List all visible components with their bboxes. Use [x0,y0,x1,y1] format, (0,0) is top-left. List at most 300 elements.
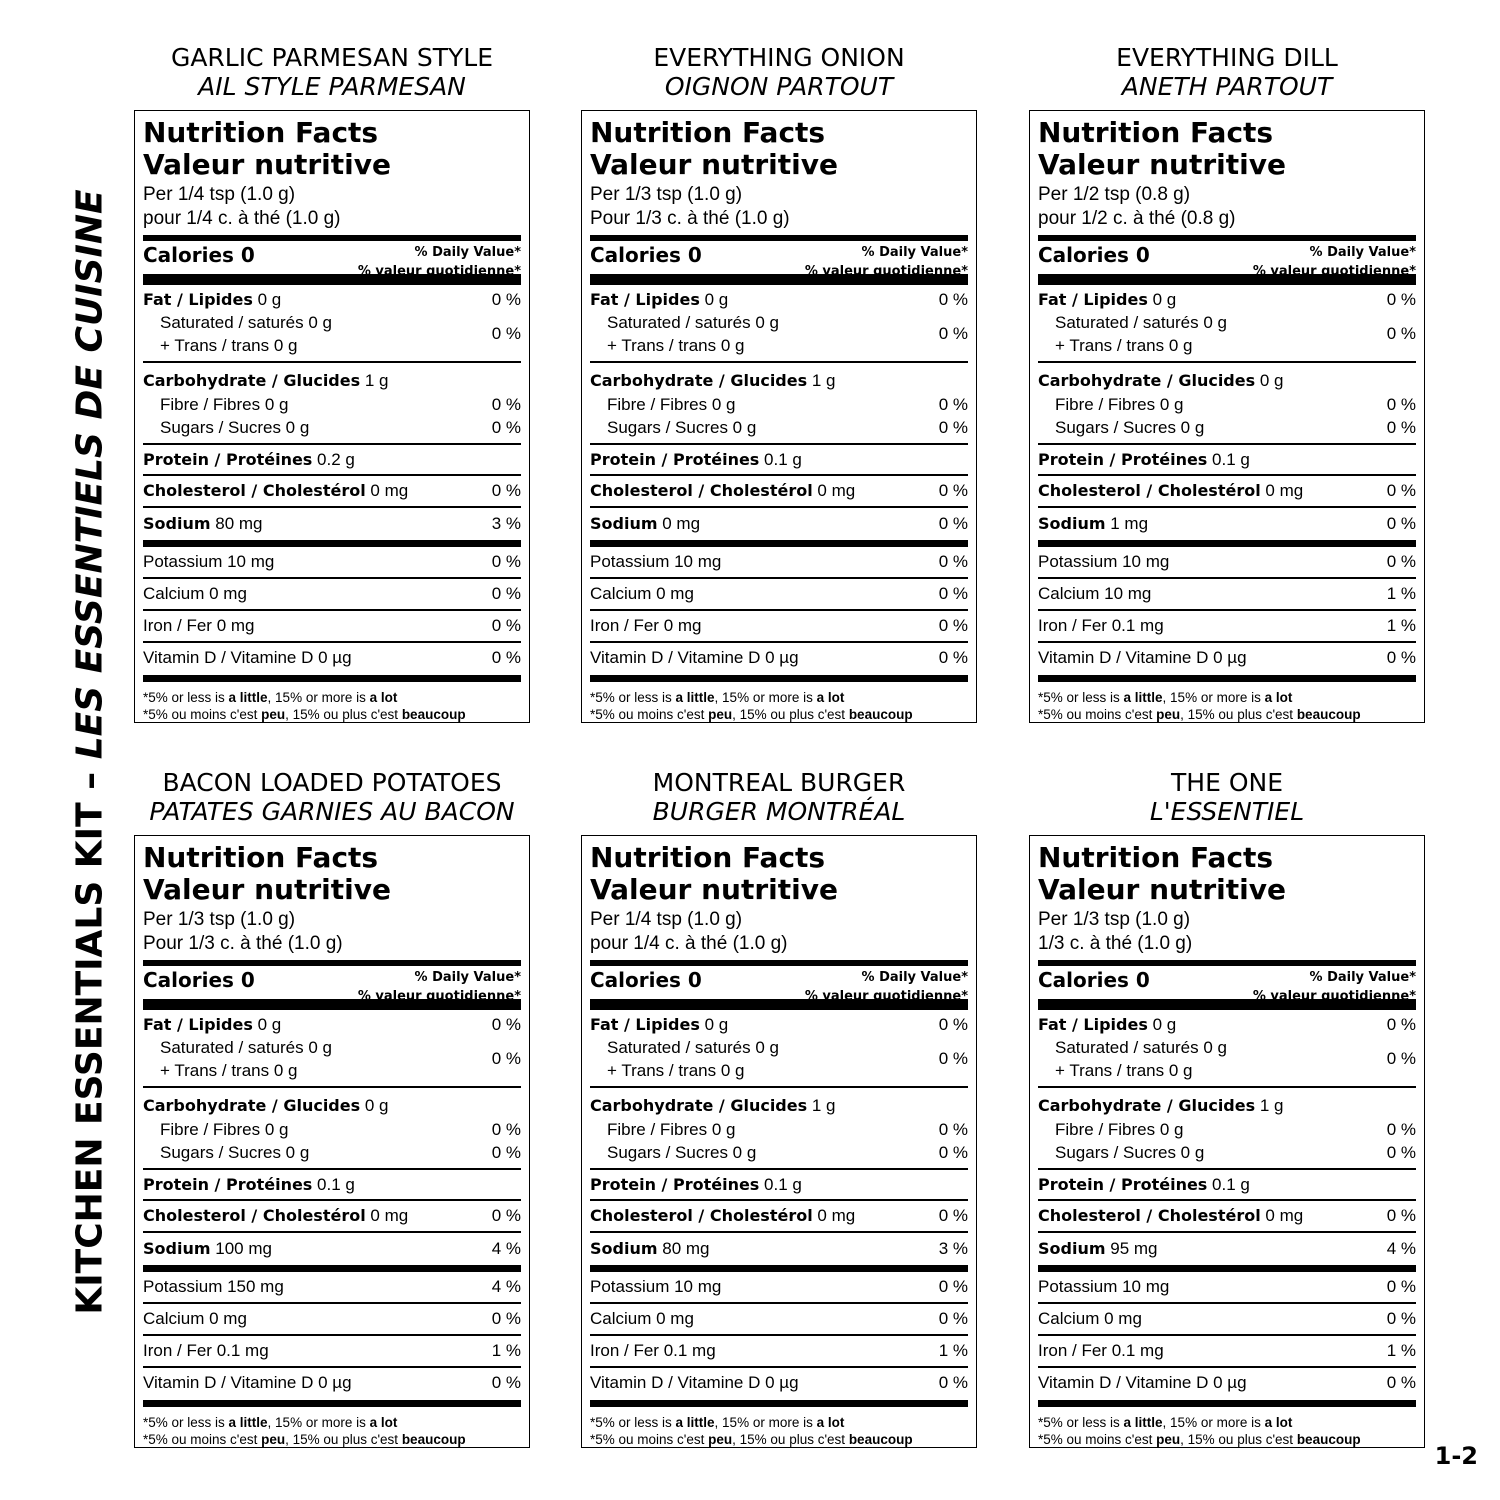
product-name-en: BACON LOADED POTATOES [162,768,502,797]
nutrient-dv: 0 % [938,324,968,343]
nutrient-dv: 0 % [1386,1309,1416,1328]
nutrient-dv: 0 % [1386,648,1416,667]
nutrient-amount: 0.1 mg [1106,616,1164,635]
nutrient-label: Carbohydrate / Glucides [143,1096,361,1115]
nutrient-label: Fat / Lipides [590,289,700,309]
product-name-fr: AIL STYLE PARMESAN [198,72,466,101]
nutrient-dv: 0 % [1386,514,1416,533]
fibre-row [143,1118,521,1141]
nutrient-dv: 0 % [938,584,968,603]
daily-value-en: % Daily Value* [1309,245,1416,260]
nutrient-amount: 80 mg [657,1239,710,1258]
nutrient-dv: 0 % [491,1049,521,1068]
product-name-en: THE ONE [1171,768,1283,797]
nutrient-label: Fat / Lipides [143,289,253,309]
nutrient-dv: 0 % [491,584,521,603]
fat-row [590,288,968,311]
nutrient-label: Protein / Protéines [143,1174,313,1194]
nutrient-label: Vitamin D / Vitamine D [590,1373,761,1392]
nutrient-label: Fibre / Fibres [1055,394,1156,414]
nutrient-dv: 0 % [938,648,968,667]
iron-row [590,611,968,641]
sugars-row [590,1141,968,1164]
nutrient-label: Sodium [1038,1239,1106,1258]
sodium-row [590,1233,968,1265]
calcium-row [143,579,521,609]
nutrient-dv: 0 % [1386,1049,1416,1068]
footnote-en: *5% or less is a little, 15% or more is a lot [590,690,845,705]
nutrient-amount: 0 g [360,1096,389,1115]
product-title [581,768,977,826]
nutrient-label: Potassium [1038,552,1118,571]
nutrient-amount: 0 g [699,289,729,309]
nutrient-amount: 0.1 g [312,1174,355,1194]
product-panel-3 [1029,43,1425,723]
cholesterol-row [143,476,521,506]
nutrient-amount: 0 mg [1099,1309,1142,1328]
cholesterol-row [1038,1201,1416,1231]
nutrient-dv: 0 % [1386,324,1416,343]
nutrient-dv: 0 % [938,1206,968,1225]
fibre-row [1038,1118,1416,1141]
cholesterol-row [590,476,968,506]
product-name-fr: OIGNON PARTOUT [664,72,894,101]
divider [590,1265,968,1272]
calories-row [1038,241,1416,279]
divider [590,1400,968,1407]
nutrition-facts-heading: Nutrition Facts [590,116,826,149]
fat-row [143,288,521,311]
nutrient-label: Saturated / saturés [607,1038,751,1057]
nutrient-label: Fat / Lipides [143,1014,253,1034]
nutrient-label: Cholesterol / Cholestérol [143,1206,366,1225]
carbohydrate-row [590,1094,968,1118]
nutrition-facts-table [134,835,530,1448]
sodium-row [1038,1233,1416,1265]
nutrient-label: Carbohydrate / Glucides [590,1096,808,1115]
nutrient-amount: 10 mg [669,1277,722,1296]
nutrient-amount: 10 mg [1099,584,1152,603]
nutrient-label: Fibre / Fibres [160,394,261,414]
fat-row [590,1013,968,1036]
footnote [143,1414,521,1448]
nutrition-facts-table [581,835,977,1448]
sodium-row [143,1233,521,1265]
nutrient-amount: 0 g [1198,1038,1227,1057]
nutrient-label: Fat / Lipides [1038,1014,1148,1034]
nutrient-label: + Trans / trans [1055,1061,1165,1080]
nutrient-label: Vitamin D / Vitamine D [1038,1373,1209,1392]
protein-row [143,1170,521,1199]
nutrient-label: Potassium [143,552,223,571]
nutrient-label: Sugars / Sucres [160,1142,281,1162]
divider [143,1086,521,1088]
nutrient-label: Protein / Protéines [590,449,760,469]
nutrition-facts-heading: Nutrition Facts [143,116,379,149]
daily-value-en: % Daily Value* [861,970,968,985]
nutrient-amount: 0 mg [657,514,701,533]
nutrient-label: Fat / Lipides [590,1014,700,1034]
nutrient-amount: 0 µg [313,1373,352,1392]
nutrient-dv: 1 % [1386,616,1416,635]
footnote-en: *5% or less is a little, 15% or more is a lot [143,690,398,705]
nutrient-dv: 0 % [1386,289,1416,309]
nutrient-dv: 0 % [491,1206,521,1225]
nutrient-label: Fibre / Fibres [607,394,708,414]
potassium-row [143,1272,521,1302]
nutrient-dv: 0 % [938,1277,968,1296]
nutrient-label: Cholesterol / Cholestérol [143,481,366,500]
iron-row [1038,611,1416,641]
nutrition-facts-table [1029,835,1425,1448]
divider [1038,1265,1416,1272]
vitamin-d-row [143,643,521,673]
valeur-nutritive-heading: Valeur nutritive [590,148,838,181]
sugars-row [1038,1141,1416,1164]
nutrient-dv: 1 % [938,1341,968,1360]
carbohydrate-row [1038,369,1416,393]
nutrient-label: + Trans / trans [160,1061,270,1080]
cholesterol-row [590,1201,968,1231]
calories-row [1038,966,1416,1004]
saturated-trans-row [590,1036,968,1082]
nutrient-label: Saturated / saturés [160,313,304,332]
kit-title-fr: LES ESSENTIELS DE CUISINE [69,189,111,760]
sodium-row [143,508,521,540]
footnote-en: *5% or less is a little, 15% or more is a lot [1038,690,1293,705]
serving-size-fr: pour 1/2 c. à thé (0.8 g) [1038,208,1236,229]
nutrient-amount: 0 g [269,1061,298,1080]
nutrient-label: Calcium [143,1309,205,1328]
nutrient-amount: 0.1 mg [211,1341,269,1360]
divider [1038,540,1416,547]
nutrient-dv: 0 % [1386,552,1416,571]
nutrient-amount: 0 mg [204,584,247,603]
product-panel-2 [581,43,977,723]
page-number: 1-2 [1434,1442,1478,1470]
footnote-fr: *5% ou moins c'est peu, 15% ou plus c'est beaucoup [143,1432,466,1447]
nutrient-amount: 0 mg [651,1309,694,1328]
nutrient-amount: 0 g [252,289,282,309]
carbohydrate-row [143,1094,521,1118]
sodium-row [1038,508,1416,540]
nutrient-label: Potassium [590,552,670,571]
calories-value: Calories 0 [1038,243,1150,267]
nutrition-facts-table [1029,110,1425,723]
footnote-fr: *5% ou moins c'est peu, 15% ou plus c'est beaucoup [590,707,913,722]
nutrient-dv: 0 % [938,1119,968,1139]
product-name-en: MONTREAL BURGER [652,768,906,797]
nutrient-dv: 0 % [491,1373,521,1392]
nutrient-dv: 1 % [491,1341,521,1360]
vitamin-d-row [590,1368,968,1398]
nutrient-amount: 0 µg [1208,648,1247,667]
protein-row [1038,1170,1416,1199]
divider [590,540,968,547]
valeur-nutritive-heading: Valeur nutritive [143,148,391,181]
iron-row [143,611,521,641]
sugars-row [143,416,521,439]
nutrient-label: Iron / Fer [590,1341,659,1360]
nutrient-dv: 0 % [491,1142,521,1162]
nutrient-label: Iron / Fer [143,616,212,635]
nutrient-label: Potassium [143,1277,223,1296]
serving-size-fr: pour 1/4 c. à thé (1.0 g) [590,933,788,954]
kit-title-en: KITCHEN ESSENTIALS KIT – [69,759,111,1315]
nutrient-amount: 0 mg [365,481,409,500]
saturated-trans-row [143,1036,521,1082]
nutrient-dv: 0 % [1386,1142,1416,1162]
nutrient-amount: 0 g [1164,1061,1193,1080]
nutrient-dv: 0 % [491,616,521,635]
nutrient-amount: 0 g [750,313,779,332]
nutrient-dv: 0 % [1386,1014,1416,1034]
vitamin-d-row [1038,643,1416,673]
calcium-row [1038,1304,1416,1334]
nutrient-dv: 0 % [938,1014,968,1034]
nutrient-label: Sugars / Sucres [1055,417,1176,437]
divider [143,361,521,363]
daily-value-header [805,243,968,281]
nutrient-amount: 0 g [1175,417,1205,437]
valeur-nutritive-heading: Valeur nutritive [1038,873,1286,906]
nutrient-label: Protein / Protéines [1038,1174,1208,1194]
footnote [590,689,968,723]
nutrient-dv: 0 % [938,1142,968,1162]
daily-value-en: % Daily Value* [414,245,521,260]
sodium-row [590,508,968,540]
nutrient-amount: 150 mg [222,1277,284,1296]
serving-size [590,908,968,956]
nutrient-label: Vitamin D / Vitamine D [143,1373,314,1392]
nutrient-label: Potassium [590,1277,670,1296]
protein-row [590,445,968,474]
footnote-fr: *5% ou moins c'est peu, 15% ou plus c'est beaucoup [143,707,466,722]
divider [590,361,968,363]
nutrient-label: Sodium [1038,514,1106,533]
nutrient-amount: 0 g [1155,1119,1184,1139]
nutrient-dv: 4 % [491,1239,521,1258]
nutrient-amount: 1 mg [1105,514,1149,533]
nutrient-label: Sodium [590,1239,658,1258]
nutrient-amount: 0 µg [760,1373,799,1392]
nutrient-amount: 0 g [280,417,310,437]
carbohydrate-row [1038,1094,1416,1118]
daily-value-fr: % valeur quotidienne* [1252,989,1416,1004]
nutrient-label: Saturated / saturés [607,313,751,332]
nutrient-amount: 0.1 g [759,449,802,469]
nutrient-amount: 0 mg [812,481,856,500]
nutrient-amount: 0 g [716,336,745,355]
product-name-fr: L'ESSENTIEL [1149,797,1305,826]
calcium-row [143,1304,521,1334]
nutrient-amount: 0 g [252,1014,282,1034]
nutrient-label: Carbohydrate / Glucides [1038,371,1256,390]
product-name-fr: BURGER MONTRÉAL [652,797,906,826]
nutrient-amount: 0 g [727,417,757,437]
nutrient-dv: 0 % [938,1373,968,1392]
fat-row [143,1013,521,1036]
nutrient-dv: 0 % [491,417,521,437]
divider [590,1086,968,1088]
divider [1038,1086,1416,1088]
daily-value-header [805,968,968,1006]
nutrient-amount: 0 g [707,1119,736,1139]
fibre-row [1038,393,1416,416]
divider [143,675,521,682]
potassium-row [1038,1272,1416,1302]
potassium-row [590,547,968,577]
footnote-fr: *5% ou moins c'est peu, 15% ou plus c'est beaucoup [1038,707,1361,722]
divider [1038,675,1416,682]
nutrient-label: Iron / Fer [1038,1341,1107,1360]
carbohydrate-row [143,369,521,393]
footnote-en: *5% or less is a little, 15% or more is a lot [143,1415,398,1430]
nutrient-dv: 0 % [938,552,968,571]
nutrient-amount: 10 mg [1117,552,1170,571]
fat-row [1038,1013,1416,1036]
fibre-row [590,1118,968,1141]
nutrition-facts-heading: Nutrition Facts [1038,841,1274,874]
nutrient-amount: 0 g [260,1119,289,1139]
product-name-fr: PATATES GARNIES AU BACON [149,797,515,826]
calories-value: Calories 0 [1038,968,1150,992]
nutrient-amount: 0 µg [1208,1373,1247,1392]
nutrient-label: Cholesterol / Cholestérol [590,1206,813,1225]
product-panel-5 [581,768,977,1448]
nutrient-label: Protein / Protéines [143,449,313,469]
nutrient-dv: 0 % [1386,1373,1416,1392]
nutrient-amount: 0 g [1147,1014,1177,1034]
nutrient-dv: 0 % [1386,1206,1416,1225]
serving-size-fr: Pour 1/3 c. à thé (1.0 g) [143,933,343,954]
calories-value: Calories 0 [590,968,702,992]
divider [143,1400,521,1407]
daily-value-en: % Daily Value* [1309,970,1416,985]
product-title [134,43,530,101]
potassium-row [590,1272,968,1302]
nutrient-amount: 0.1 g [1207,1174,1250,1194]
nutrient-label: Carbohydrate / Glucides [1038,1096,1256,1115]
valeur-nutritive-heading: Valeur nutritive [1038,148,1286,181]
nutrient-amount: 100 mg [210,1239,272,1258]
nutrient-amount: 0 g [1164,336,1193,355]
daily-value-fr: % valeur quotidienne* [357,989,521,1004]
footnote-en: *5% or less is a little, 15% or more is a lot [590,1415,845,1430]
nutrient-amount: 0 mg [365,1206,409,1225]
fibre-row [590,393,968,416]
nutrient-dv: 0 % [938,394,968,414]
calories-row [143,241,521,279]
nutrient-amount: 1 g [360,371,389,390]
nutrition-facts-heading: Nutrition Facts [590,841,826,874]
serving-size [590,183,968,231]
product-name-en: EVERYTHING DILL [1116,43,1338,72]
nutrient-label: Iron / Fer [143,1341,212,1360]
nutrient-label: Vitamin D / Vitamine D [590,648,761,667]
nutrient-amount: 0 g [1155,394,1184,414]
nutrient-label: Carbohydrate / Glucides [143,371,361,390]
nutrient-label: Sugars / Sucres [1055,1142,1176,1162]
serving-size-en: Per 1/4 tsp (1.0 g) [590,909,743,930]
serving-size-fr: Pour 1/3 c. à thé (1.0 g) [590,208,790,229]
footnote [1038,1414,1416,1448]
sugars-row [590,416,968,439]
nutrient-label: Carbohydrate / Glucides [590,371,808,390]
vitamin-d-row [143,1368,521,1398]
nutrient-dv: 3 % [491,514,521,533]
serving-size-en: Per 1/4 tsp (1.0 g) [143,184,296,205]
product-title [581,43,977,101]
daily-value-header [358,243,521,281]
daily-value-header [1253,968,1416,1006]
product-title [1029,768,1425,826]
nutrient-label: Sugars / Sucres [607,1142,728,1162]
nutrient-amount: 0 g [1198,313,1227,332]
product-panel-1 [134,43,530,723]
nutrient-amount: 0 g [303,313,332,332]
serving-size [143,183,521,231]
nutrient-amount: 0 g [707,394,736,414]
nutrient-amount: 0 g [280,1142,310,1162]
vitamin-d-row [590,643,968,673]
valeur-nutritive-heading: Valeur nutritive [143,873,391,906]
nutrient-dv: 4 % [491,1277,521,1296]
nutrient-dv: 0 % [491,1309,521,1328]
nutrient-dv: 0 % [938,1309,968,1328]
nutrient-label: Potassium [1038,1277,1118,1296]
nutrient-dv: 4 % [1386,1239,1416,1258]
nutrient-label: Cholesterol / Cholestérol [1038,481,1261,500]
nutrient-amount: 10 mg [1117,1277,1170,1296]
nutrient-amount: 95 mg [1105,1239,1158,1258]
daily-value-fr: % valeur quotidienne* [804,264,968,279]
nutrient-dv: 0 % [491,324,521,343]
nutrient-label: Saturated / saturés [160,1038,304,1057]
nutrient-amount: 10 mg [669,552,722,571]
nutrient-label: Vitamin D / Vitamine D [1038,648,1209,667]
nutrient-amount: 0 g [1147,289,1177,309]
nutrient-amount: 0 g [260,394,289,414]
fibre-row [143,393,521,416]
nutrient-amount: 80 mg [210,514,263,533]
iron-row [590,1336,968,1366]
cholesterol-row [1038,476,1416,506]
iron-row [1038,1336,1416,1366]
nutrient-amount: 0 g [1175,1142,1205,1162]
serving-size-en: Per 1/2 tsp (0.8 g) [1038,184,1191,205]
nutrient-dv: 0 % [938,514,968,533]
serving-size [1038,183,1416,231]
nutrition-facts-heading: Nutrition Facts [1038,116,1274,149]
nutrient-label: Protein / Protéines [1038,449,1208,469]
daily-value-fr: % valeur quotidienne* [1252,264,1416,279]
nutrient-label: + Trans / trans [160,336,270,355]
nutrient-amount: 1 g [807,1096,836,1115]
nutrient-dv: 0 % [491,289,521,309]
calories-value: Calories 0 [143,243,255,267]
daily-value-en: % Daily Value* [414,970,521,985]
calcium-row [590,579,968,609]
nutrient-label: Sugars / Sucres [607,417,728,437]
nutrient-label: Sugars / Sucres [160,417,281,437]
nutrient-label: Saturated / saturés [1055,313,1199,332]
daily-value-fr: % valeur quotidienne* [804,989,968,1004]
saturated-trans-row [1038,311,1416,357]
nutrient-dv: 0 % [938,289,968,309]
nutrient-dv: 0 % [938,1049,968,1068]
calories-row [143,966,521,1004]
